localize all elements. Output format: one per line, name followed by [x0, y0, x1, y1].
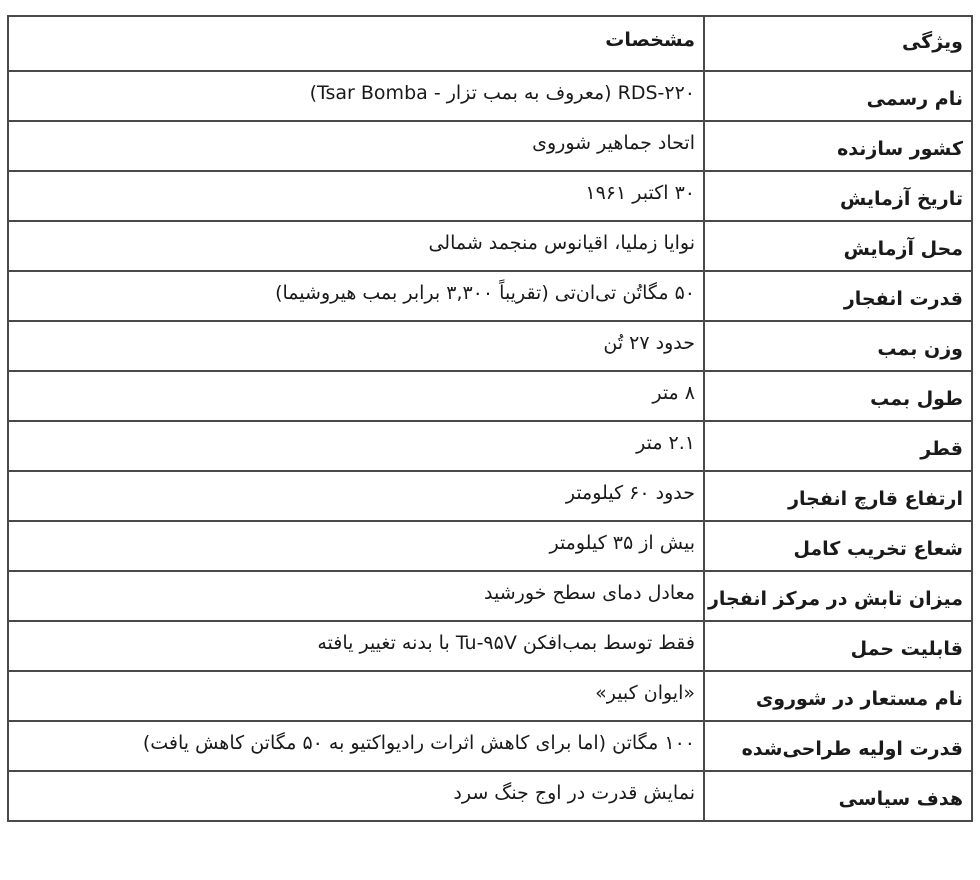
row-value: حدود ۶۰ کیلومتر — [8, 471, 704, 521]
row-label: شعاع تخریب کامل — [704, 521, 972, 571]
spec-table-body — [8, 71, 972, 821]
row-label: نام مستعار در شوروی — [704, 671, 972, 721]
table-row — [8, 671, 972, 721]
table-row — [8, 271, 972, 321]
row-label: هدف سیاسی — [704, 771, 972, 821]
row-value: «ایوان کبیر» — [8, 671, 704, 721]
row-value: ۸ متر — [8, 371, 704, 421]
table-row — [8, 371, 972, 421]
row-label: طول بمب — [704, 371, 972, 421]
row-label: نام رسمی — [704, 71, 972, 121]
table-row — [8, 621, 972, 671]
table-row — [8, 471, 972, 521]
row-value: RDS-۲۲۰ (معروف به بمب تزار - Tsar Bomba) — [8, 71, 704, 121]
spec-table-container — [7, 15, 973, 822]
table-row — [8, 771, 972, 821]
row-value: اتحاد جماهیر شوروی — [8, 121, 704, 171]
row-label: تاریخ آزمایش — [704, 171, 972, 221]
row-value: بیش از ۳۵ کیلومتر — [8, 521, 704, 571]
header-spec: مشخصات — [8, 16, 704, 71]
table-row — [8, 121, 972, 171]
row-value: معادل دمای سطح خورشید — [8, 571, 704, 621]
row-value: ۲.۱ متر — [8, 421, 704, 471]
table-row — [8, 721, 972, 771]
table-row — [8, 571, 972, 621]
row-label: محل آزمایش — [704, 221, 972, 271]
table-row — [8, 521, 972, 571]
spec-table — [7, 15, 973, 822]
row-label: قطر — [704, 421, 972, 471]
row-value: نوایا زملیا، اقیانوس منجمد شمالی — [8, 221, 704, 271]
row-label: کشور سازنده — [704, 121, 972, 171]
table-row — [8, 321, 972, 371]
row-label: قدرت اولیه طراحی‌شده — [704, 721, 972, 771]
row-label: میزان تابش در مرکز انفجار — [704, 571, 972, 621]
row-value: فقط توسط بمب‌افکن Tu-۹۵V با بدنه تغییر یافته — [8, 621, 704, 671]
row-label: قدرت انفجار — [704, 271, 972, 321]
table-row — [8, 71, 972, 121]
table-row — [8, 221, 972, 271]
row-value: ۵۰ مگاتُن تی‌ان‌تی (تقریباً ۳,۳۰۰ برابر بمب هیروشیما) — [8, 271, 704, 321]
row-value: حدود ۲۷ تُن — [8, 321, 704, 371]
header-feature: ویژگی — [704, 16, 972, 71]
row-label: وزن بمب — [704, 321, 972, 371]
row-label: ارتفاع قارچ انفجار — [704, 471, 972, 521]
table-row — [8, 421, 972, 471]
row-value: ۳۰ اکتبر ۱۹۶۱ — [8, 171, 704, 221]
table-header-row — [8, 16, 972, 71]
row-value: ۱۰۰ مگاتن (اما برای کاهش اثرات رادیواکتیو به ۵۰ مگاتن کاهش یافت) — [8, 721, 704, 771]
row-label: قابلیت حمل — [704, 621, 972, 671]
table-row — [8, 171, 972, 221]
row-value: نمایش قدرت در اوج جنگ سرد — [8, 771, 704, 821]
